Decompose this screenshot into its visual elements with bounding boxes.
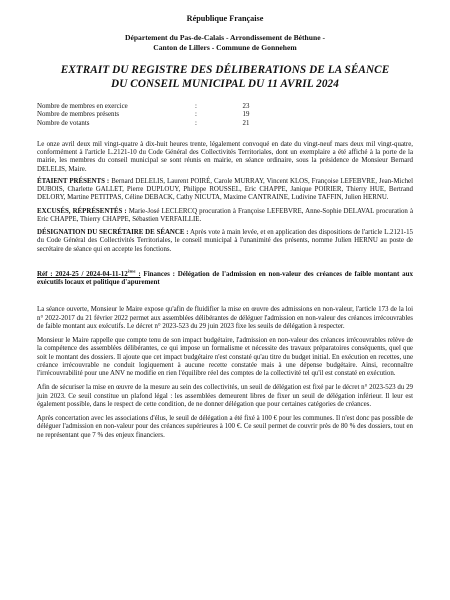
members-count-table — [37, 103, 261, 128]
count-separator: : — [195, 111, 197, 119]
excuses-list: Marie-José LECLERCQ procuration à Françoise LEFEBVRE, Anne-Sophie DELAVAL procuration à Eric CHAPPE, Thierry CHAPPE, Sébastien VERFAILLIE. — [37, 207, 413, 223]
document-title — [37, 64, 413, 91]
table-row — [37, 111, 261, 119]
body-paragraph: Après concertation avec les associations d'élus, le seuil de délégation a été fixé à 100 € pour les communes. Il n'est donc pas possible de déléguer l'admission en non-valeur pour des créances supérieures à 100 €. Ce seuil permet de couvrir près de 80 % des dossiers, tout en ne représentant que 7 % des enjeux financiers. — [37, 415, 413, 439]
count-value: 23 — [242, 103, 250, 110]
deliberation-reference — [37, 270, 413, 287]
body-paragraph: Afin de sécuriser la mise en œuvre de la mesure au sein des collectivités, un seuil de délégation est fixé par le décret n° 2023-523 du 29 juin 2023. Ce seuil constitue un plafond légal : les assemblées demeurent libres de fixer un seuil de délégation inférieur. Il leur est également possible, dans le respect de cette condition, de ne donner délégation que pour certaines catégories de créances. — [37, 384, 413, 408]
table-row — [37, 103, 261, 111]
commune-line: Canton de Lillers - Commune de Gonnehem — [153, 43, 297, 52]
body-paragraph: La séance ouverte, Monsieur le Maire expose qu'afin de fluidifier la mise en œuvre des admissions en non-valeur, l'article 173 de la loi n° 2022-2017 du 21 février 2022 permet aux assemblées délibérantes de déléguer l'admission en non-valeur des créances irrécouvrables de faible montant aux exécutifs. Le décret n° 2023-523 du 29 juin 2023 fixe les seuils de délégation à respecter. — [37, 306, 413, 330]
body-paragraph: Monsieur le Maire rappelle que compte tenu de son impact budgétaire, l'admission en non-valeur des créances irrécouvrables relève de la compétence des assemblées délibérantes, ce qui impose un formalisme et nécessite des travaux préparatoires conséquents, quel que soit le montant des dossiers. Il ajoute que cet impact budgétaire n'est constaté qu'au titre du budget initial. En exécution en recettes, une créance irrécouvrable ne conduit logiquement à aucune recette constatée mais à une dépense budgétaire. Ainsi, reconnaître l'irrécouvrabilité pour une ANV ne modifie en rien l'équilibre réel des comptes de la collectivité tel qu'il est constaté en exécution. — [37, 337, 413, 378]
count-label: Nombre de membres en exercice — [37, 103, 128, 110]
republic-header: République Française — [186, 14, 264, 23]
reference-subject: Finances : Délégation de l'admission en non-valeur des créances de faible montant aux exécutifs locaux et politique d'apurement — [37, 269, 413, 287]
count-value: 19 — [242, 111, 250, 119]
count-label: Nombre de votants — [37, 119, 90, 127]
title-line-1: EXTRAIT DU REGISTRE DES DÉLIBERATIONS DE LA SÉANCE — [60, 64, 390, 76]
title-line-2: DU CONSEIL MUNICIPAL DU 11 AVRIL 2024 — [111, 77, 339, 90]
convocation-paragraph: Le onze avril deux mil vingt-quatre à dix-huit heures trente, légalement convoqué en date du vingt-neuf mars deux mil vingt-quatre, conformément à l'article L.2121-10 du Code Général des Collectivités Territoriales, dont un exemplaire a été affiché à la porte de la mairie, les membres du conseil municipal se sont réunis en mairie, en séance ordinaire, sous la présidence de Monsieur Bernard DELELIS, Maire. — [37, 140, 413, 173]
count-value: 21 — [242, 119, 250, 127]
department-header — [37, 33, 413, 53]
count-separator: : — [195, 119, 197, 127]
department-line: Département du Pas-de-Calais - Arrondissement de Béthune - — [124, 33, 326, 42]
reference-code: Réf : 2024-25 / 2024-04-11-12ème : — [37, 268, 141, 278]
secretary-label: DÉSIGNATION DU SECRÉTAIRE DE SÉANCE : — [37, 229, 189, 237]
count-separator: : — [195, 103, 197, 110]
presents-paragraph — [37, 178, 413, 203]
presents-list: Bernard DELELIS, Laurent POIRÉ, Carole MURRAY, Vincent KLOS, Françoise LEFEBVRE, Jean-Michel DUBOIS, Charlette GALLET, Pierre DUPLOUY, Philippe ROUSSEL, Eric CHAPPE, Janique POIRIER, Thierry HUE, Bertrand DELORY, Martine PETITPAS, Céline DEBACK, Cathy NICUTA, Maxime CANTRAINE, Ludivine TAFFIN, Julien HERNU. — [37, 177, 413, 202]
table-row — [37, 120, 261, 128]
presents-label: ÉTAIENT PRÉSENTS : — [37, 177, 110, 185]
count-label: Nombre de membres présents — [37, 111, 120, 119]
excuses-paragraph — [37, 208, 413, 225]
secretary-text: Après vote à main levée, et en application des dispositions de l'article L.2121-15 du Code Général des Collectivités Territoriales, le conseil municipal à l'unanimité des présents, nomme Julien HERNU au poste de secrétaire de séance qui en accepte les fonctions. — [37, 229, 413, 253]
excuses-label: EXCUSÉS, RÉPRÉSENTÉS : — [37, 207, 127, 215]
secretary-paragraph — [37, 229, 413, 254]
